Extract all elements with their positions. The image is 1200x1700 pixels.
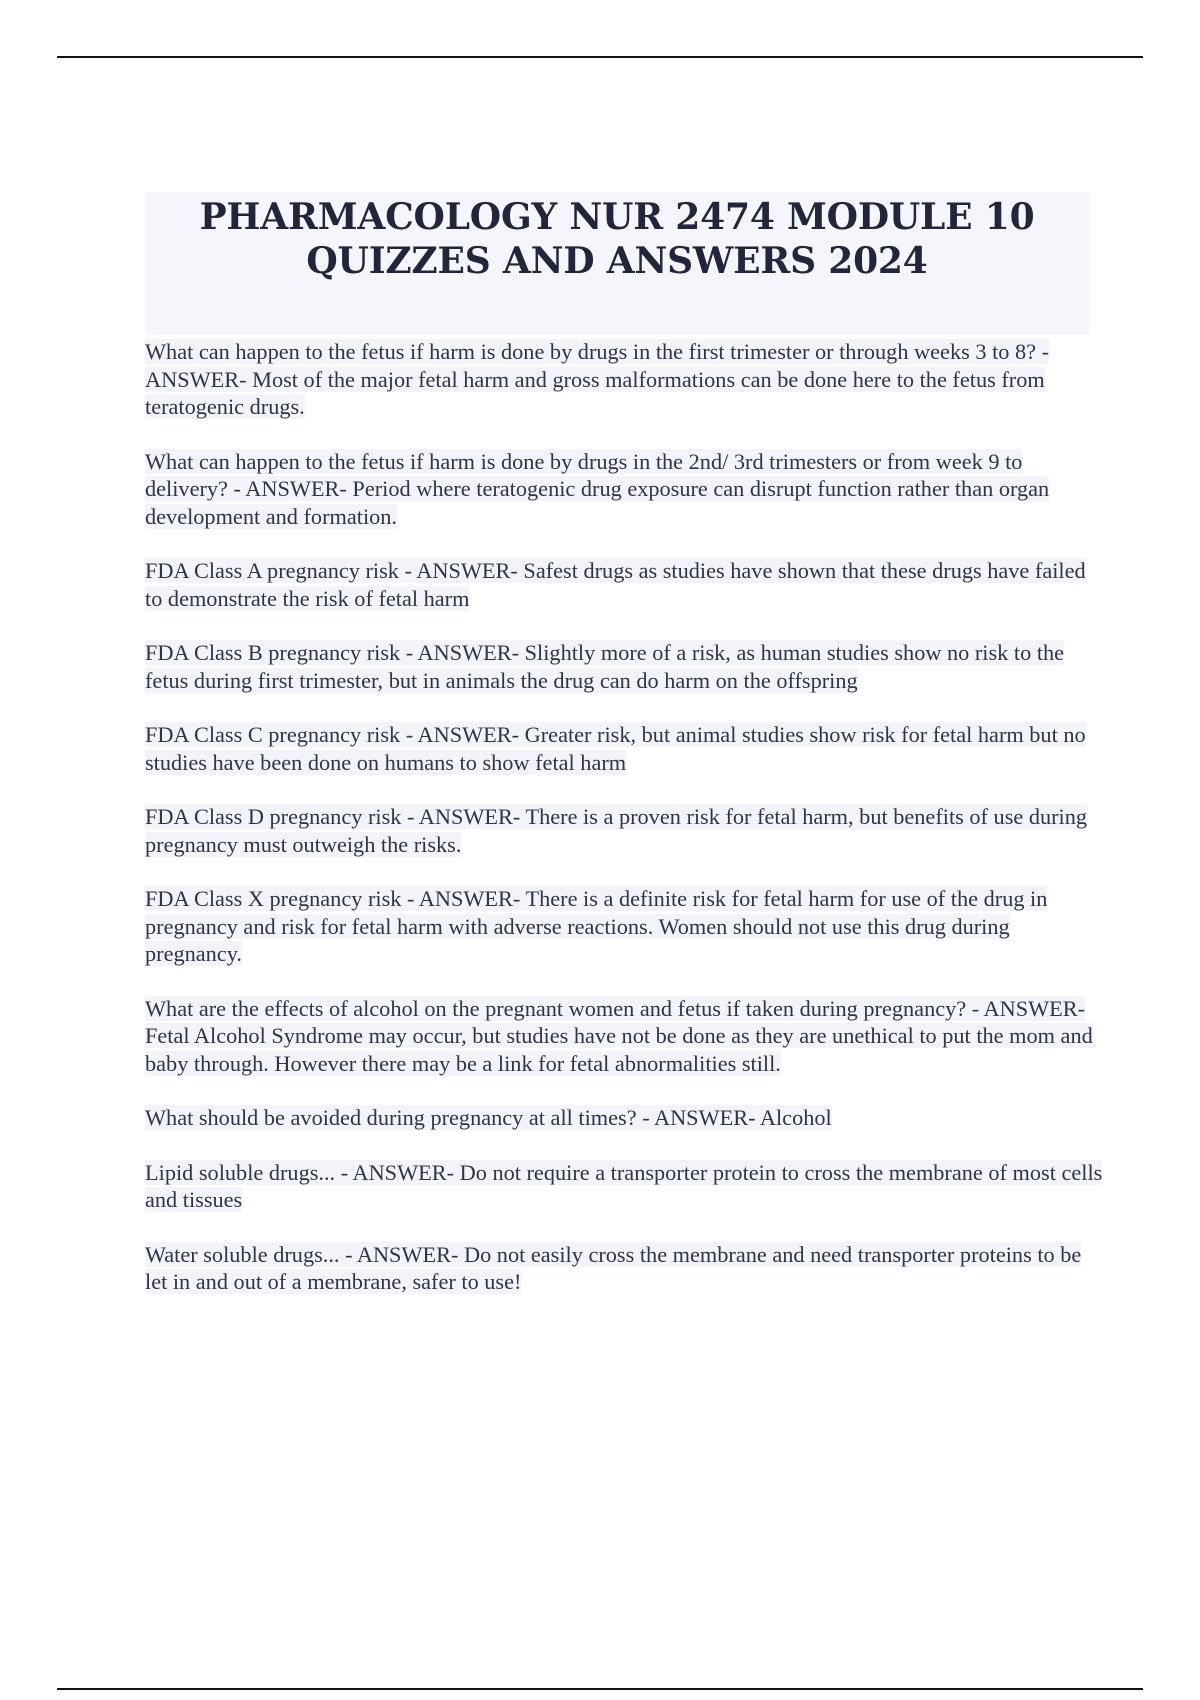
qa-item [145,1241,1105,1296]
qa-text: FDA Class X pregnancy risk - ANSWER- There is a definite risk for fetal harm for use of the drug in pregnancy and risk for fetal harm with adverse reactions. Women should not use this drug during pregnancy. [145,886,1048,966]
qa-item [145,885,1105,968]
title-block [145,192,1089,335]
title-line-2: QUIZZES AND ANSWERS 2024 [306,240,928,282]
qa-text: FDA Class B pregnancy risk - ANSWER- Slightly more of a risk, as human studies show no risk to the fetus during first trimester, but in animals the drug can do harm on the offspring [145,640,1065,693]
qa-item [145,338,1105,421]
qa-list [145,338,1105,1323]
qa-item [145,448,1105,531]
qa-item [145,1104,1105,1132]
qa-item [145,639,1105,694]
qa-text: Water soluble drugs... - ANSWER- Do not easily cross the membrane and need transporter proteins to be let in and out of a membrane, safer to use! [145,1241,1082,1294]
qa-text: FDA Class D pregnancy risk - ANSWER- There is a proven risk for fetal harm, but benefits of use during pregnancy must outweigh the risks. [145,804,1088,857]
qa-item [145,803,1105,858]
qa-item [145,557,1105,612]
top-rule [57,56,1143,58]
qa-text: What can happen to the fetus if harm is done by drugs in the first trimester or through weeks 3 to 8? - ANSWER- Most of the major fetal harm and gross malformations can be done here to the fetus from teratogenic drugs. [145,339,1050,419]
qa-item [145,995,1105,1078]
qa-item [145,721,1105,776]
qa-text: FDA Class A pregnancy risk - ANSWER- Safest drugs as studies have shown that these drugs have failed to demonstrate the risk of fetal harm [145,558,1086,611]
qa-text: What are the effects of alcohol on the pregnant women and fetus if taken during pregnancy? - ANSWER- Fetal Alcohol Syndrome may occur, but studies have not be done as they are unethical to put the mom and baby through. However there may be a link for fetal abnormalities still. [145,995,1093,1076]
qa-text: What can happen to the fetus if harm is done by drugs in the 2nd/ 3rd trimesters or from week 9 to delivery? - ANSWER- Period where teratogenic drug exposure can disrupt function rather than organ development and formation. [145,448,1050,529]
qa-text: What should be avoided during pregnancy at all times? - ANSWER- Alcohol [145,1105,832,1130]
bottom-rule [57,1688,1143,1690]
title-line-1: PHARMACOLOGY NUR 2474 MODULE 10 [199,196,1035,238]
qa-item [145,1159,1105,1214]
qa-text: FDA Class C pregnancy risk - ANSWER- Greater risk, but animal studies show risk for fetal harm but no studies have been done on humans to show fetal harm [145,722,1086,775]
qa-text: Lipid soluble drugs... - ANSWER- Do not require a transporter protein to cross the membrane of most cells and tissues [145,1159,1103,1212]
document-title [145,195,1089,283]
